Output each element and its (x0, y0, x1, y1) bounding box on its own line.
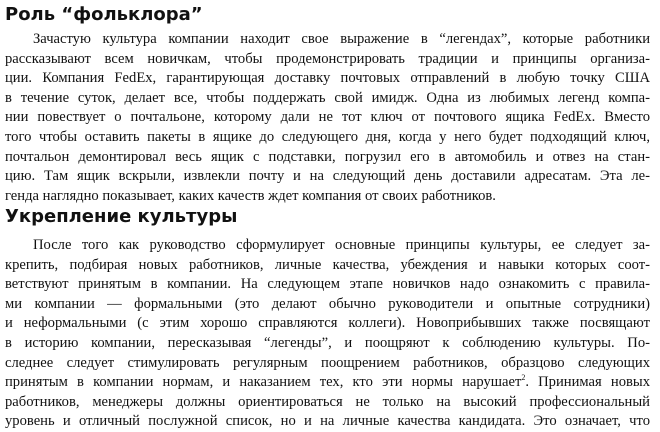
paragraph-line: ции. Компания FedEx, гарантирующая доставку почтовых отправлений в любую точку США (5, 70, 650, 87)
paragraph-line: следнее следует стимулировать регулярным поощрением работников, образцово следующих (5, 354, 650, 371)
paragraph-folklore (5, 30, 650, 206)
paragraph-line: генда наглядно показывает, каких качеств ждет компания от своих работников. (5, 187, 496, 204)
paragraph-line: работников, менеджеры должны ориентироваться не только на высокий профессиональный (5, 393, 650, 410)
paragraph-line: того чтобы оставить пакеты в ящике до следующего дня, когда у него будет подходящий ключ, (5, 128, 650, 145)
paragraph-line: уровень и отличный послужной список, но и на личные качества кандидата. Это означает, что (5, 413, 650, 430)
line-text: принятым в компании нормам, и наказанием тех, кто эти нормы нарушает (5, 374, 522, 391)
paragraph-line: нии повествует о почтальоне, которому дали не тот ключ от почтового ящика FedEx. Вместо (5, 109, 650, 126)
paragraph-line: После того как руководство сформулирует основные принципы культуры, ее следует за- (33, 237, 650, 253)
paragraph-line: рассказывают всем новичкам, чтобы продемонстрировать традиции и принципы организа- (5, 50, 650, 67)
paragraph-strengthening (5, 236, 650, 432)
paragraph-line-with-footnote (5, 373, 650, 393)
line-text: . Принимая новых (525, 374, 650, 391)
paragraph-line: крепить, подбирая новых работников, личные качества, убеждения и навыки которых соот- (5, 256, 650, 273)
section-heading-strengthening: Укрепление культуры (5, 206, 238, 227)
paragraph-line: и неформальными (с этим хорошо справляются коллеги). Новоприбывших также посвящают (5, 315, 650, 332)
paragraph-line: цию. Там ящик вскрыли, извлекли почту и на следующий день доставили адресатам. Эта ле- (5, 168, 650, 185)
footnote-marker: 2 (521, 373, 526, 383)
paragraph-line: ветствуют принятым в компании. На следующем этапе новичков надо ознакомить с правила- (5, 276, 650, 293)
paragraph-line: в течение суток, делает все, чтобы поддержать свой имидж. Одна из любимых легенд компа- (5, 89, 650, 106)
paragraph-line: почтальон демонтировал весь ящик с подставки, погрузил его в автомобиль и отвез на стан- (5, 148, 650, 165)
section-heading-folklore: Роль “фольклора” (5, 4, 203, 25)
paragraph-line: в историю компании, пересказывая “легенды”, и поощряют к соблюдению культуры. По- (5, 334, 650, 351)
paragraph-line: ми компании — формальными (это делают обычно руководители и опытные сотрудники) (5, 295, 650, 312)
paragraph-line: Зачастую культура компании находит свое выражение в “легендах”, которые работники (33, 31, 650, 47)
